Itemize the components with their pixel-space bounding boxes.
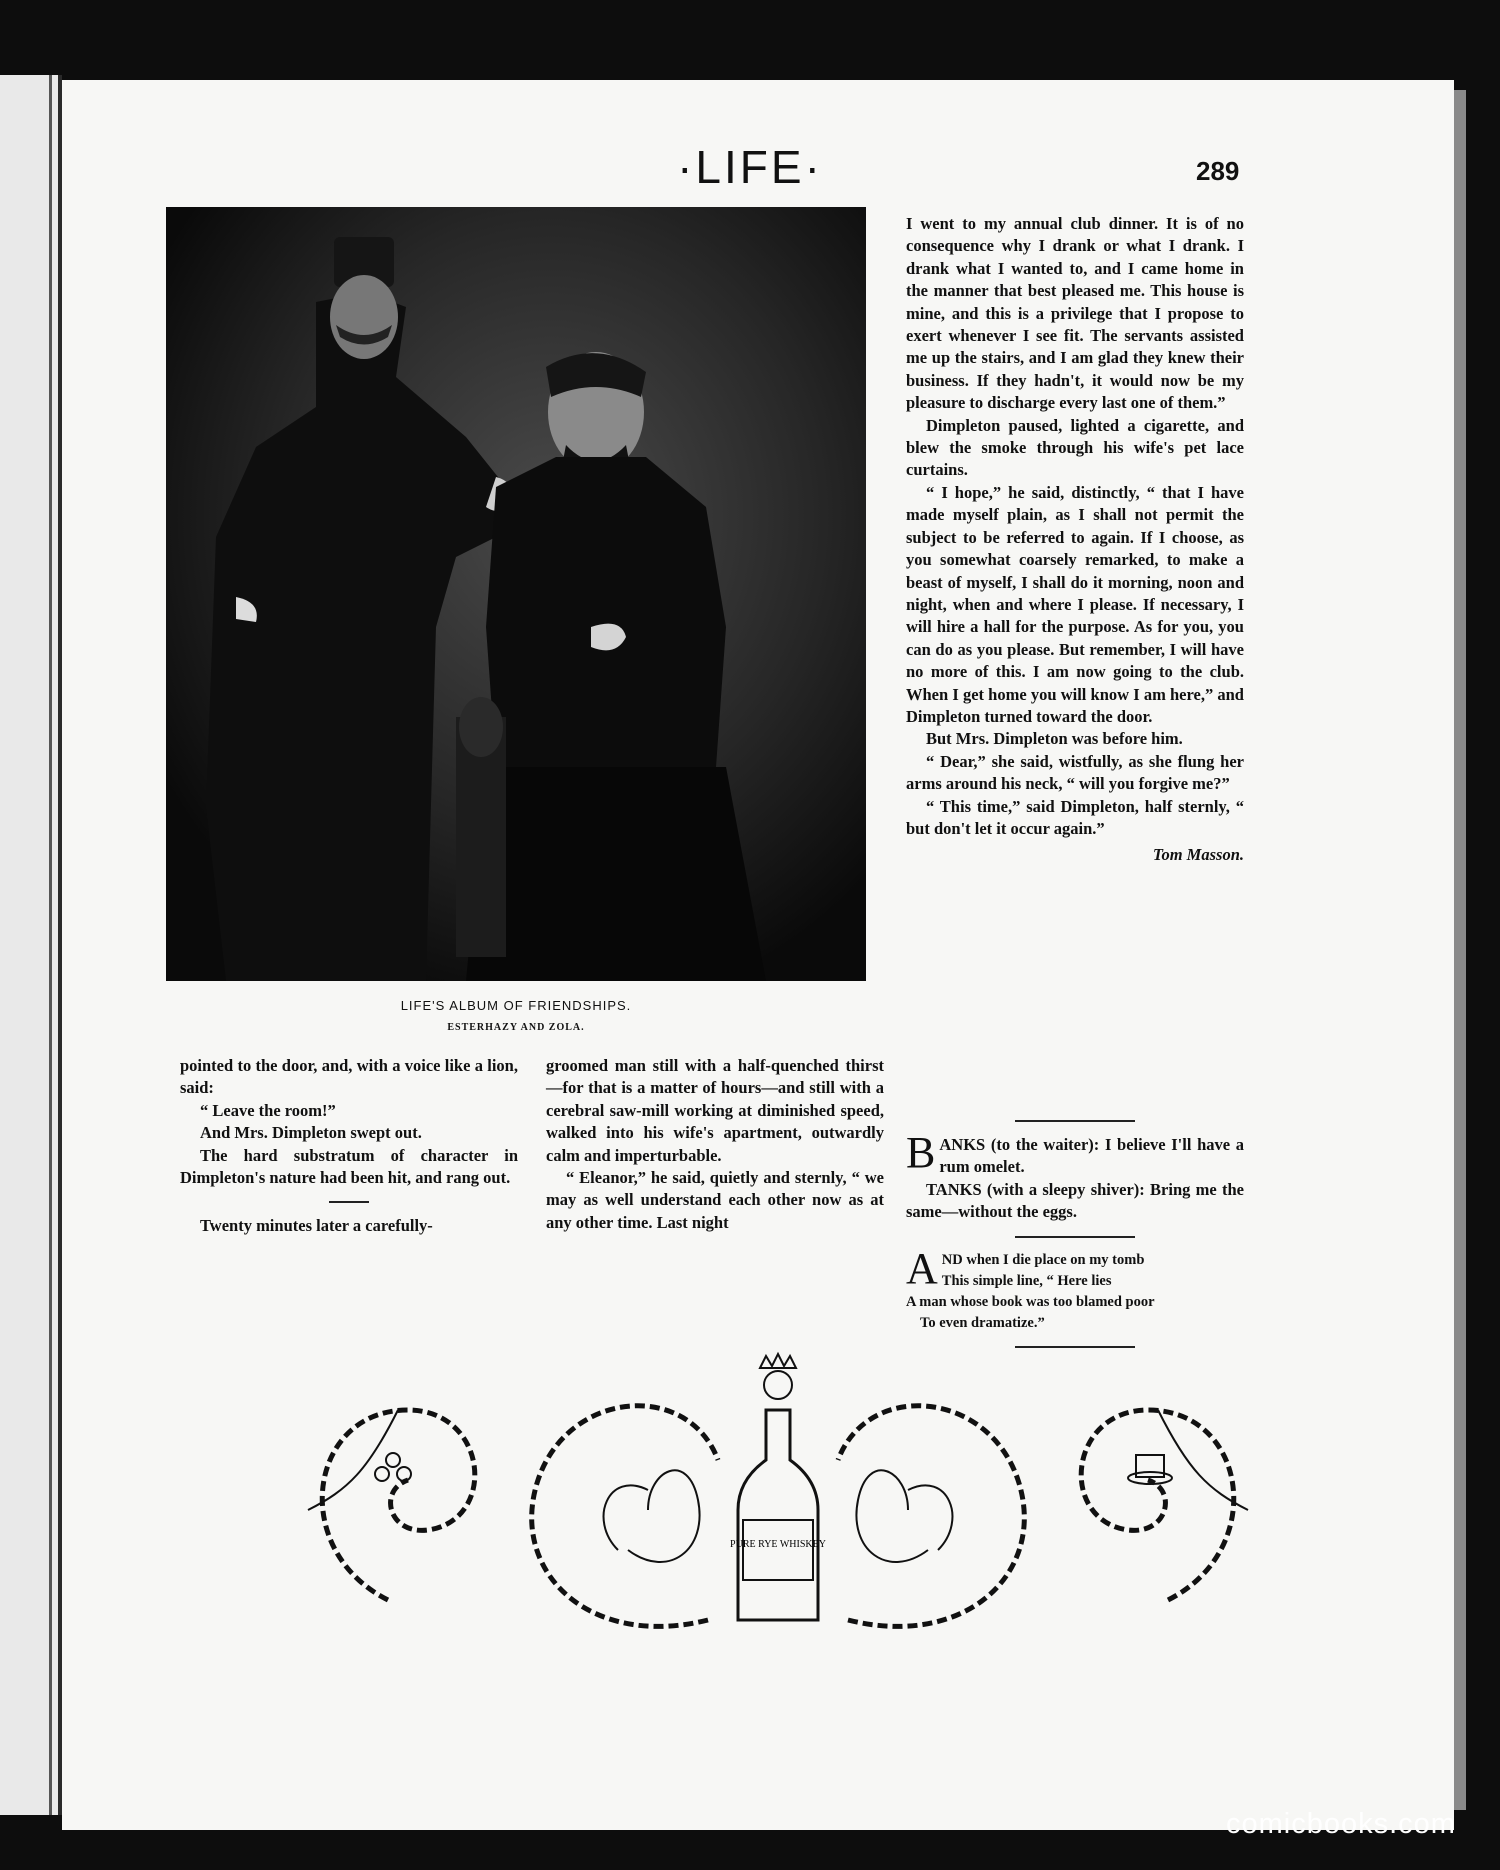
paragraph: “ I hope,” he said, distinctly, “ that I have made myself plain, as I shall not permit the subject to be referred to again. If I choose, as you somewhat coarsely remarked, to make a beast of myself, I shall do it morning, noon and night, when and where I please. If necessary, I will hire a hall for the purpose. As for you, you can do as you please. But remember, I will have no more of this. I am now going to the club. When I get home you will know I am here,” and Dimpleton turned toward the door. xyxy=(906,482,1244,726)
poem-line: A man whose book was too blamed poor xyxy=(906,1293,1155,1310)
joke-line: ANKS (to the waiter): I believe I'll have a rum omelet. xyxy=(939,1135,1244,1177)
section-rule xyxy=(1015,1346,1135,1348)
paragraph: “ Dear,” she said, wistfully, as she flung her arms around his neck, “ will you forgive me?” xyxy=(906,751,1244,794)
paragraph: Twenty minutes later a carefully- xyxy=(200,1216,433,1236)
portrait-photo xyxy=(166,207,866,981)
text-column-3 xyxy=(906,213,1244,867)
page-number: 289 xyxy=(1196,156,1240,186)
text-column-4 xyxy=(906,1108,1244,1360)
author-signature: Tom Masson. xyxy=(1152,845,1244,865)
paragraph: groomed man still with a half-quenched thirst—for that is a matter of hours—and still with a cerebral saw-mill working at diminished speed, walked into his wife's apartment, outwardly calm and imperturbable. xyxy=(546,1056,884,1165)
paragraph: I went to my annual club dinner. It is of no consequence why I drank or what I drank. I drank what I wanted to, and I came home in the manner that best pleased me. This house is mine, and this is a privilege that I propose to exert whenever I see fit. The servants assisted me up the stairs, and I am glad they knew their business. If they hadn't, it would now be my pleasure to discharge every last one of them.” xyxy=(906,214,1244,413)
left-page-edge xyxy=(0,75,62,1815)
paragraph: And Mrs. Dimpleton swept out. xyxy=(200,1123,422,1143)
paragraph: But Mrs. Dimpleton was before him. xyxy=(926,729,1183,749)
paragraph: Dimpleton paused, lighted a cigarette, and blew the smoke through his wife's pet lace curtains. xyxy=(906,415,1244,480)
section-rule xyxy=(329,1201,369,1203)
poem-line: ND when I die place on my tomb xyxy=(941,1251,1145,1268)
text-column-1 xyxy=(180,1055,518,1238)
paragraph: The hard substratum of character in Dimpleton's nature had been hit, and rang out. xyxy=(180,1145,518,1188)
section-rule xyxy=(1015,1120,1135,1122)
text-column-2 xyxy=(546,1055,884,1234)
paragraph: “ Eleanor,” he said, quietly and sternly, “ we may as well understand each other now as at any other time. Last night xyxy=(546,1168,884,1232)
poem xyxy=(906,1243,1244,1334)
drop-cap: A xyxy=(906,1243,938,1293)
paragraph: pointed to the door, and, with a voice like a lion, said: xyxy=(180,1056,518,1098)
drop-cap: B xyxy=(906,1128,936,1177)
paragraph: “ This time,” said Dimpleton, half sternly, “ but don't let it occur again.” xyxy=(906,796,1244,838)
site-watermark: comicbooks.com xyxy=(1226,1808,1456,1840)
bottle-label: PURE RYE WHISKEY xyxy=(730,1539,826,1550)
photo-caption-title: LIFE'S ALBUM OF FRIENDSHIPS. xyxy=(400,998,632,1013)
photo-caption-subtitle: ESTERHAZY AND ZOLA. xyxy=(447,1022,585,1033)
poem-line: This simple line, “ Here lies xyxy=(941,1272,1112,1289)
joke-line: TANKS (with a sleepy shiver): Bring me the same—without the eggs. xyxy=(906,1179,1244,1222)
poem-line: To even dramatize.” xyxy=(920,1314,1045,1331)
masthead-title: ·LIFE· xyxy=(677,141,823,193)
decorative-serpent-ornament xyxy=(288,1350,1268,1640)
section-rule xyxy=(1015,1236,1135,1238)
paragraph: “ Leave the room!” xyxy=(200,1100,336,1120)
right-page-edge xyxy=(1454,90,1466,1810)
